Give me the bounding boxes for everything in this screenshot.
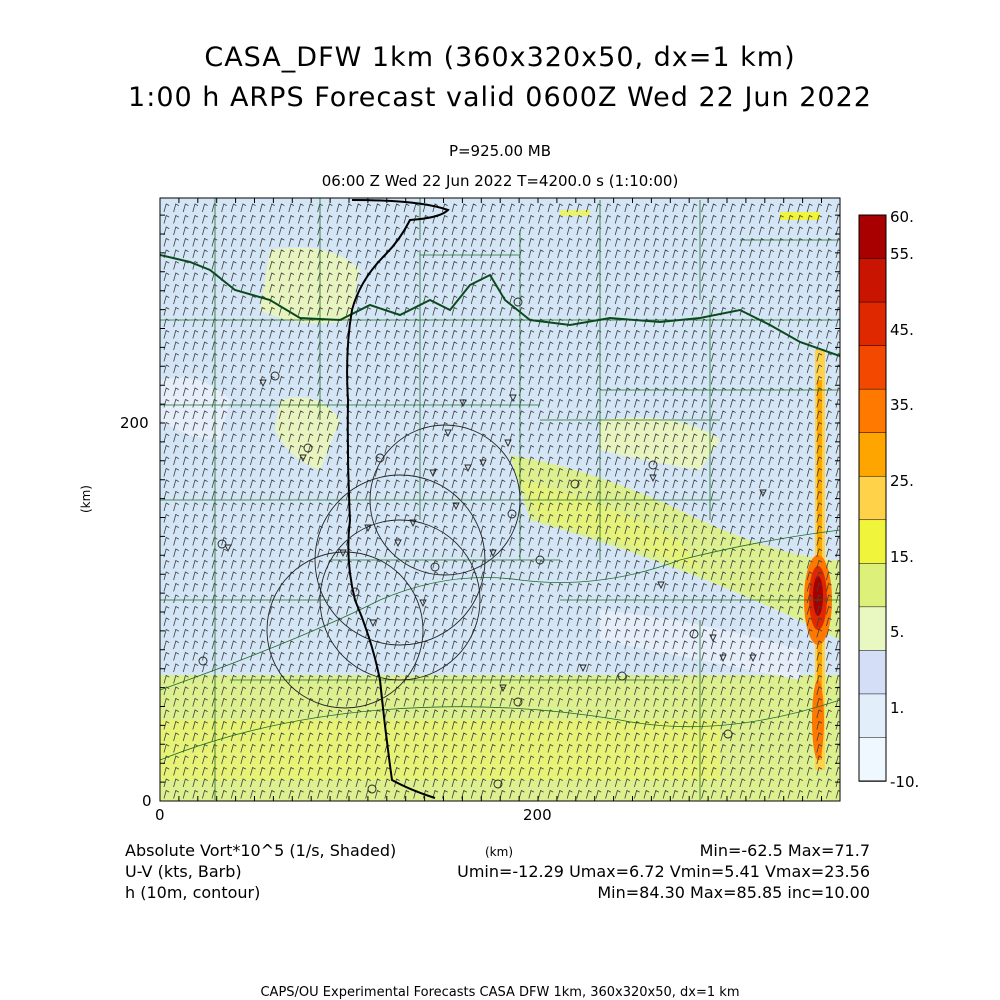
stats-height: Min=84.30 Max=85.85 inc=10.00 <box>597 883 870 902</box>
colorbar-swatch <box>859 650 886 694</box>
colorbar-swatch <box>859 476 886 520</box>
colorbar-label: 5. <box>890 623 905 641</box>
colorbar-label: 25. <box>890 472 914 490</box>
legend-height: h (10m, contour) <box>125 883 261 902</box>
y-tick-200: 200 <box>120 414 149 432</box>
colorbar-swatch <box>859 389 886 433</box>
colorbar-swatch <box>859 346 886 390</box>
colorbar-swatch <box>859 694 886 738</box>
colorbar-label: 15. <box>890 548 914 566</box>
colorbar-label: 55. <box>890 245 914 263</box>
colorbar-label: 1. <box>890 699 905 717</box>
legend-wind: U-V (kts, Barb) <box>125 862 242 881</box>
colorbar-label: 60. <box>890 208 914 226</box>
title-line-2: 1:00 h ARPS Forecast valid 0600Z Wed 22 Jun 2022 <box>128 82 872 113</box>
colorbar-label: -10. <box>890 773 920 791</box>
colorbar <box>859 215 886 782</box>
stats-vorticity: Min=-62.5 Max=71.7 <box>699 841 870 860</box>
colorbar-swatch <box>859 563 886 607</box>
stats-wind: Umin=-12.29 Umax=6.72 Vmin=5.41 Vmax=23.56 <box>457 862 870 881</box>
x-tick-200: 200 <box>523 806 552 824</box>
footer-credit: CAPS/OU Experimental Forecasts CASA DFW 1km, 360x320x50, dx=1 km <box>260 985 740 1000</box>
colorbar-swatch <box>859 433 886 477</box>
colorbar-swatch <box>859 737 886 781</box>
y-axis-label: (km) <box>79 484 94 514</box>
colorbar-swatch <box>859 607 886 651</box>
legend-vorticity: Absolute Vort*10^5 (1/s, Shaded) <box>125 841 397 860</box>
pressure-level: P=925.00 MB <box>448 142 552 160</box>
valid-time: 06:00 Z Wed 22 Jun 2022 T=4200.0 s (1:10:00) <box>321 172 679 190</box>
title-line-1: CASA_DFW 1km (360x320x50, dx=1 km) <box>204 42 796 73</box>
colorbar-label: 35. <box>890 396 914 414</box>
colorbar-swatch <box>859 520 886 564</box>
colorbar-swatch <box>859 259 886 303</box>
colorbar-swatch <box>859 215 886 259</box>
colorbar-label: 45. <box>890 321 914 339</box>
y-tick-0: 0 <box>142 792 152 810</box>
x-axis-label: (km) <box>485 845 514 859</box>
x-tick-0: 0 <box>155 806 165 824</box>
colorbar-swatch <box>859 302 886 346</box>
